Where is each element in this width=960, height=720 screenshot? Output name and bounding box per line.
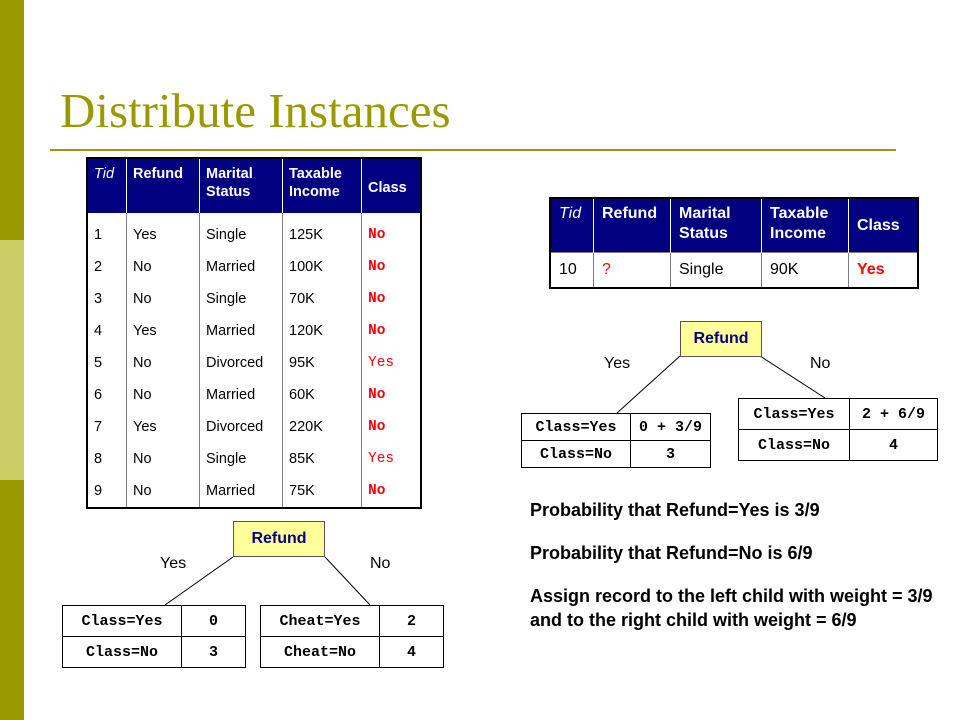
right-tree-left-leaf <box>521 413 711 468</box>
bottom-tree-no-label: No <box>370 555 391 572</box>
record-income: 90K <box>762 253 849 289</box>
record-header-refund: Refund <box>594 198 671 253</box>
right-tree-right-leaf <box>738 398 938 461</box>
cell-refund: No <box>127 251 200 283</box>
cell-class: No <box>362 475 422 508</box>
cell-class: Yes <box>362 347 422 379</box>
cell-income: 95K <box>283 347 362 379</box>
cell-marital: Single <box>200 213 283 251</box>
leaf-value: 4 <box>380 637 444 668</box>
cell-tid: 5 <box>94 355 103 371</box>
cell-refund: Yes <box>127 213 200 251</box>
record-header-class: Class <box>849 198 919 253</box>
cell-income: 125K <box>283 213 362 251</box>
cell-income: 100K <box>283 251 362 283</box>
bottom-tree-left-leaf <box>62 605 246 668</box>
leaf-label: Class=Yes <box>739 399 850 430</box>
leaf-value: 0 <box>182 606 246 637</box>
cell-class: No <box>362 315 422 347</box>
bottom-tree-yes-label: Yes <box>160 555 187 572</box>
probability-refund-yes: Probability that Refund=Yes is 3/9 <box>530 500 820 520</box>
cell-tid: 7 <box>94 419 103 435</box>
cell-income: 120K <box>283 315 362 347</box>
header-income: Taxable Income <box>283 158 362 213</box>
cell-refund: No <box>127 347 200 379</box>
leaf-value: 3 <box>631 441 711 468</box>
cell-tid: 9 <box>94 483 103 499</box>
cell-income: 60K <box>283 379 362 411</box>
header-refund: Refund <box>127 158 200 213</box>
cell-marital: Married <box>200 251 283 283</box>
cell-tid: 3 <box>94 291 103 307</box>
cell-tid: 4 <box>94 323 103 339</box>
cell-refund: Yes <box>127 411 200 443</box>
record-marital: Single <box>671 253 762 289</box>
leaf-label: Class=No <box>739 430 850 461</box>
probability-refund-no: Probability that Refund=No is 6/9 <box>530 543 813 563</box>
cell-refund: No <box>127 379 200 411</box>
cell-tid: 6 <box>94 387 103 403</box>
cell-marital: Divorced <box>200 411 283 443</box>
leaf-label: Class=Yes <box>522 414 631 441</box>
cell-marital: Married <box>200 379 283 411</box>
leaf-label: Class=Yes <box>63 606 182 637</box>
cell-income: 70K <box>283 283 362 315</box>
cell-refund: No <box>127 443 200 475</box>
cell-class: No <box>362 283 422 315</box>
cell-class: No <box>362 379 422 411</box>
bottom-tree-right-leaf <box>260 605 444 668</box>
cell-class: No <box>362 411 422 443</box>
cell-income: 220K <box>283 411 362 443</box>
leaf-label: Cheat=Yes <box>261 606 380 637</box>
cell-refund: No <box>127 283 200 315</box>
leaf-label: Class=No <box>63 637 182 668</box>
leaf-value: 0 + 3/9 <box>631 414 711 441</box>
slide-title: Distribute Instances <box>60 83 451 138</box>
cell-income: 75K <box>283 475 362 508</box>
header-marital: Marital Status <box>200 158 283 213</box>
cell-marital: Married <box>200 315 283 347</box>
right-tree-yes-label: Yes <box>604 355 631 372</box>
cell-class: Yes <box>362 443 422 475</box>
cell-tid: 8 <box>94 451 103 467</box>
leaf-value: 2 + 6/9 <box>850 399 938 430</box>
cell-refund: Yes <box>127 315 200 347</box>
leaf-row <box>522 441 711 468</box>
leaf-row <box>522 414 711 441</box>
cell-marital: Divorced <box>200 347 283 379</box>
leaf-value: 4 <box>850 430 938 461</box>
record-class: Yes <box>849 253 919 289</box>
leaf-row <box>63 606 246 637</box>
cell-refund: No <box>127 475 200 508</box>
record-header-tid: Tid <box>550 198 594 253</box>
cell-marital: Single <box>200 283 283 315</box>
leaf-row <box>739 430 938 461</box>
leaf-label: Class=No <box>522 441 631 468</box>
leaf-label: Cheat=No <box>261 637 380 668</box>
right-tree-no-label: No <box>810 355 831 372</box>
header-tid: Tid <box>87 158 127 213</box>
cell-class: No <box>362 213 422 251</box>
leaf-row <box>63 637 246 668</box>
cell-tid: 2 <box>94 259 103 275</box>
record-header-marital: Marital Status <box>671 198 762 253</box>
record-refund-missing: ? <box>594 253 671 289</box>
leaf-row <box>739 399 938 430</box>
record-tid: 10 <box>550 253 594 289</box>
header-class: Class <box>362 158 422 213</box>
leaf-value: 2 <box>380 606 444 637</box>
record-header-income: Taxable Income <box>762 198 849 253</box>
cell-tid: 1 <box>94 227 103 243</box>
cell-class: No <box>362 251 422 283</box>
right-tree-refund-node: Refund <box>680 321 762 357</box>
cell-marital: Married <box>200 475 283 508</box>
bottom-tree-refund-node: Refund <box>233 521 325 557</box>
leaf-row <box>261 606 444 637</box>
bottom-tree-no-branch <box>325 557 370 605</box>
leaf-value: 3 <box>182 637 246 668</box>
leaf-row <box>261 637 444 668</box>
weight-assignment-note: Assign record to the left child with weight = 3/9 and to the right child with weight = 6/9 <box>530 586 933 630</box>
cell-income: 85K <box>283 443 362 475</box>
cell-marital: Single <box>200 443 283 475</box>
